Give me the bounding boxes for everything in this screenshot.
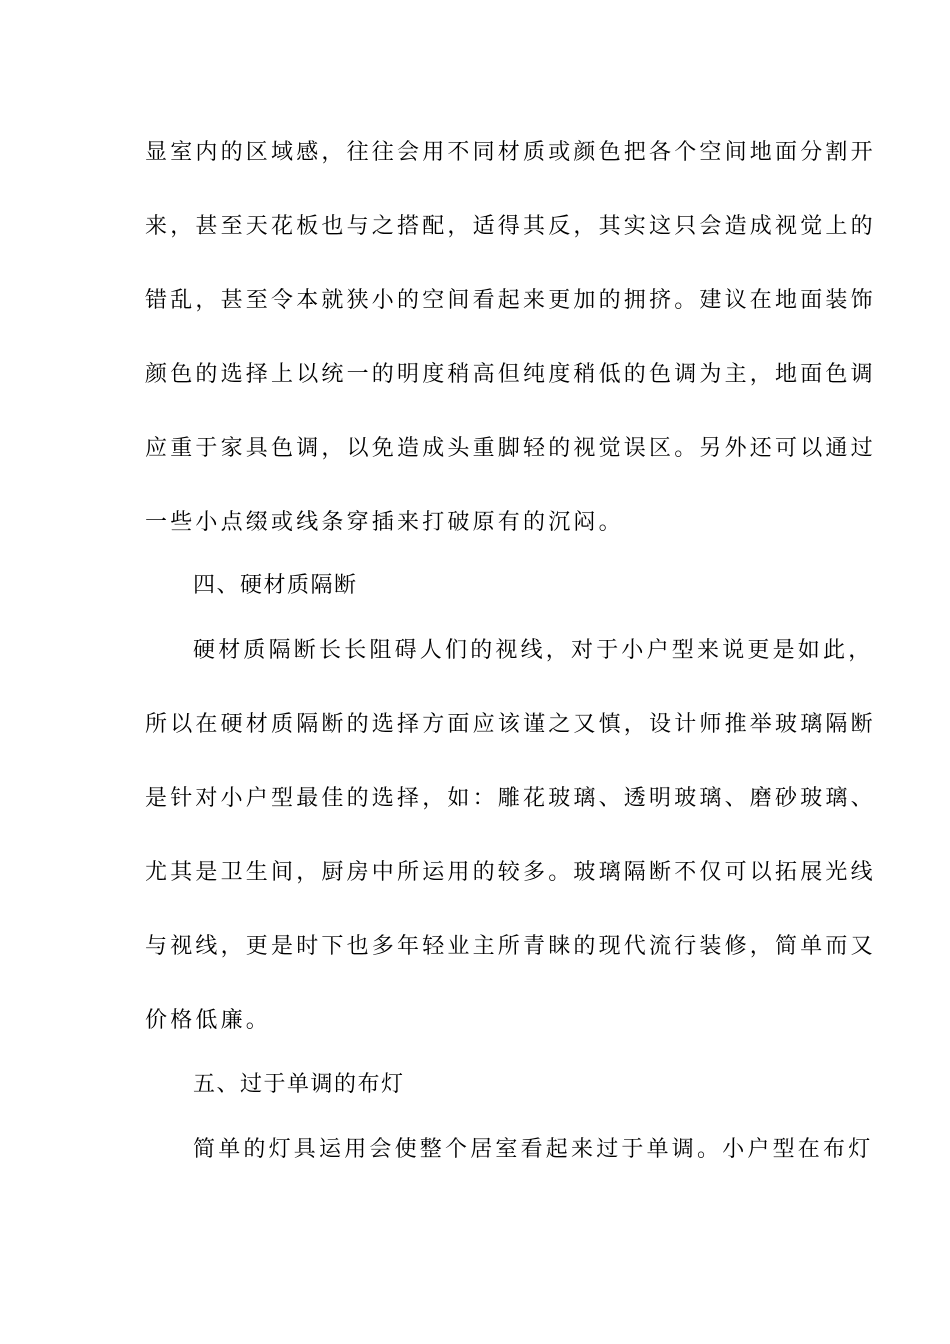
body-text-line: 所以在硬材质隔断的选择方面应该谨之又慎，设计师推举玻璃隔断 (145, 712, 876, 737)
body-text-line: 硬材质隔断长长阻碍人们的视线，对于小户型来说更是如此， (193, 638, 874, 663)
body-text-line: 来，甚至天花板也与之搭配，适得其反，其实这只会造成视觉上的 (145, 214, 876, 239)
body-text-line: 一些小点缀或线条穿插来打破原有的沉闷。 (145, 510, 624, 535)
body-text-line: 是针对小户型最佳的选择，如：雕花玻璃、透明玻璃、磨砂玻璃、 (145, 786, 876, 811)
section-heading: 五、过于单调的布灯 (193, 1072, 405, 1097)
body-text-line: 尤其是卫生间，厨房中所运用的较多。玻璃隔断不仅可以拓展光线 (145, 860, 876, 885)
body-text-line: 颜色的选择上以统一的明度稍高但纯度稍低的色调为主，地面色调 (145, 362, 876, 387)
body-text-line: 错乱，甚至令本就狭小的空间看起来更加的拥挤。建议在地面装饰 (145, 288, 876, 313)
body-text-line: 显室内的区域感，往往会用不同材质或颜色把各个空间地面分割开 (145, 140, 876, 165)
section-heading: 四、硬材质隔断 (193, 573, 358, 598)
body-text-line: 与视线，更是时下也多年轻业主所青睐的现代流行装修，简单而又 (145, 934, 876, 959)
body-text-line: 应重于家具色调，以免造成头重脚轻的视觉误区。另外还可以通过 (145, 436, 876, 461)
body-text-line: 简单的灯具运用会使整个居室看起来过于单调。小户型在布灯 (193, 1137, 874, 1162)
body-text-line: 价格低廉。 (145, 1008, 272, 1033)
